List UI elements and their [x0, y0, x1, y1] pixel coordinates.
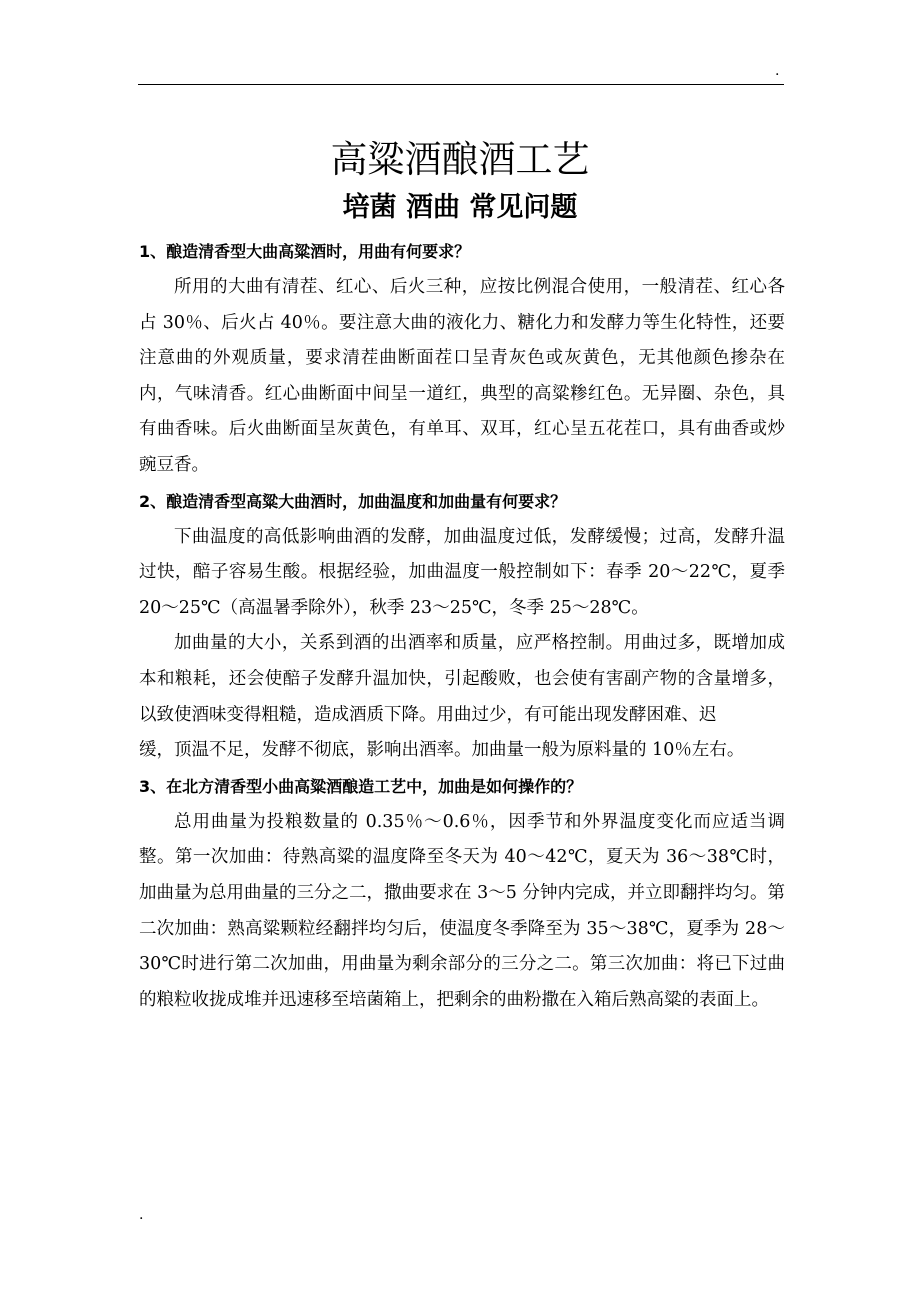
answer-1-paragraph-1: 所用的大曲有清茬、红心、后火三种，应按比例混合使用，一般清茬、红心各占 30％、后火占 40％。要注意大曲的液化力、糖化力和发酵力等生化特性，还要注意曲的外观质量，要求清茬曲断面茬口呈青灰色或灰黄色，无其他颜色掺杂在内，气味清香。红心曲断面中间呈一道红，典型的高粱糁红色。无异圈、杂色，具有曲香味。后火曲断面呈灰黄色，有单耳、双耳，红心呈五花茬口，具有曲香或炒豌豆香。	[139, 277, 785, 475]
answer-2-paragraph-1: 下曲温度的高低影响曲酒的发酵，加曲温度过低，发酵缓慢；过高，发酵升温过快，醅子容易生酸。根据经验，加曲温度一般控制如下：春季 20～22℃，夏季 20～25℃（高温暑季除外），秋季 23～25℃，冬季 25～28℃。	[139, 526, 785, 618]
header-rule	[138, 84, 784, 85]
answer-2-paragraph-3: 缓，顶温不足，发酵不彻底，影响出酒率。加曲量一般为原料量的 10％左右。	[139, 740, 745, 761]
page-title: 高粱酒酿酒工艺	[330, 137, 590, 181]
question-2: 2、酿造清香型高粱大曲酒时，加曲温度和加曲量有何要求？	[139, 491, 567, 511]
footer-mark: .	[139, 1207, 144, 1223]
answer-3-paragraph-1: 总用曲量为投粮数量的 0.35％～0.6％，因季节和外界温度变化而应适当调整。第一次加曲：待熟高粱的温度降至冬天为 40～42℃，夏天为 36～38℃时，加曲量为总用曲量的三分之二，撒曲要求在 3～5 分钟内完成，并立即翻拌均匀。第二次加曲：熟高粱颗粒经翻拌均匀后，使温度冬季降至为 35～38℃，夏季为 28～30℃时进行第二次加曲，用曲量为剩余部分的三分之二。第三次加曲：将已下过曲的粮粒收拢成堆并迅速移至培菌箱上，把剩余的曲粉撒在入箱后熟高粱的表面上。	[139, 811, 785, 1010]
question-3: 3、在北方清香型小曲高粱酒酿造工艺中，加曲是如何操作的？	[139, 776, 583, 796]
question-1: 1、酿造清香型大曲高粱酒时，用曲有何要求？	[139, 242, 471, 261]
header-mark: .	[775, 63, 780, 79]
document-body	[139, 234, 785, 1018]
page-subtitle: 培菌 酒曲 常见问题	[342, 192, 578, 224]
answer-2-paragraph-2: 加曲量的大小，关系到酒的出酒率和质量，应严格控制。用曲过多，既增加成本和粮耗，还会使醅子发酵升温加快，引起酸败，也会使有害副产物的含量增多，以致使酒味变得粗糙，造成酒质下降。用曲过少，有可能出现发酵困难、迟	[139, 633, 785, 725]
